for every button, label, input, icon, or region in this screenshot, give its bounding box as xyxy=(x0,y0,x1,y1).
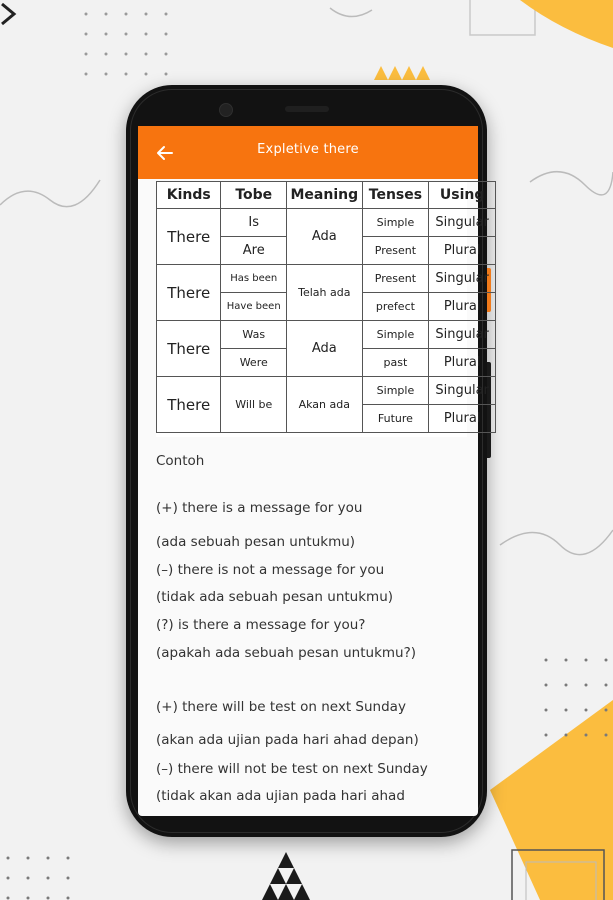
example-line: (apakah ada sebuah pesan untukmu?) xyxy=(156,645,417,661)
example-line: (tidak ada sebuah pesan untukmu) xyxy=(156,589,394,605)
meaning-cell: Ada xyxy=(287,321,363,377)
tenses-table xyxy=(156,181,489,437)
app-bar xyxy=(138,126,478,179)
tense-cell: Simple xyxy=(362,209,429,237)
table-row xyxy=(157,321,496,349)
squiggle-left xyxy=(0,180,100,207)
tense-cell: past xyxy=(362,349,429,377)
tobe-cell: Are xyxy=(221,237,287,265)
table-row xyxy=(157,265,496,293)
using-cell: Singular xyxy=(429,209,496,237)
header-cell: Tobe xyxy=(221,182,287,209)
using-cell: Plural xyxy=(429,349,496,377)
front-camera xyxy=(219,103,233,117)
meaning-cell: Ada xyxy=(287,209,363,265)
dot-grid-top xyxy=(85,13,168,76)
header-cell: Using xyxy=(429,182,496,209)
tense-cell: Present xyxy=(362,265,429,293)
table-row xyxy=(157,377,496,405)
tobe-cell: Were xyxy=(221,349,287,377)
tobe-cell: Have been xyxy=(221,293,287,321)
page-title: Expletive there xyxy=(257,142,359,157)
examples-heading: Contoh xyxy=(156,453,205,469)
tobe-cell: Has been xyxy=(221,265,287,293)
square-outline-top xyxy=(470,0,535,35)
using-cell: Plural xyxy=(429,405,496,433)
example-line: (–) there will not be test on next Sunday xyxy=(156,761,428,777)
meaning-cell: Akan ada xyxy=(287,377,363,433)
using-cell: Plural xyxy=(429,293,496,321)
tense-cell: Future xyxy=(362,405,429,433)
using-cell: Singular xyxy=(429,377,496,405)
tobe-cell: Was xyxy=(221,321,287,349)
using-cell: Singular xyxy=(429,265,496,293)
phone-speaker xyxy=(285,106,329,112)
dot-grid-bottom xyxy=(7,857,70,900)
example-line: (ada sebuah pesan untukmu) xyxy=(156,534,356,550)
example-line: (+) there will be test on next Sunday xyxy=(156,699,406,715)
kind-cell: There xyxy=(157,265,221,321)
tobe-cell: Will be xyxy=(221,377,287,433)
using-cell: Singular xyxy=(429,321,496,349)
tobe-cell: Is xyxy=(221,209,287,237)
yellow-shape-bottom xyxy=(490,700,613,900)
tense-cell: Simple xyxy=(362,377,429,405)
tense-cell: Present xyxy=(362,237,429,265)
kind-cell: There xyxy=(157,377,221,433)
example-line: (?) is there a message for you? xyxy=(156,617,366,633)
header-cell: Tenses xyxy=(362,182,429,209)
squiggle-right-mid xyxy=(500,530,613,555)
kind-cell: There xyxy=(157,321,221,377)
tense-cell: prefect xyxy=(362,293,429,321)
meaning-cell: Telah ada xyxy=(287,265,363,321)
squiggle-top xyxy=(330,8,372,17)
example-line: (akan ada ujian pada hari ahad depan) xyxy=(156,732,419,748)
squiggle-right-top xyxy=(530,172,613,195)
tense-cell: Simple xyxy=(362,321,429,349)
app-screen xyxy=(138,126,489,816)
chevron-decor xyxy=(2,4,14,24)
header-cell: Meaning xyxy=(287,182,363,209)
table-row xyxy=(157,209,496,237)
kind-cell: There xyxy=(157,209,221,265)
using-cell: Plural xyxy=(429,237,496,265)
table-header-row xyxy=(157,182,496,209)
triangle-cluster-top xyxy=(374,66,430,80)
example-line: (–) there is not a message for you xyxy=(156,562,385,578)
yellow-shape-top xyxy=(520,0,613,48)
content-scroll[interactable] xyxy=(138,179,489,816)
example-line: (tidak akan ada ujian pada hari ahad xyxy=(156,788,405,804)
header-cell: Kinds xyxy=(157,182,221,209)
triangle-cluster-bottom xyxy=(262,852,310,900)
example-line: (+) there is a message for you xyxy=(156,500,363,516)
